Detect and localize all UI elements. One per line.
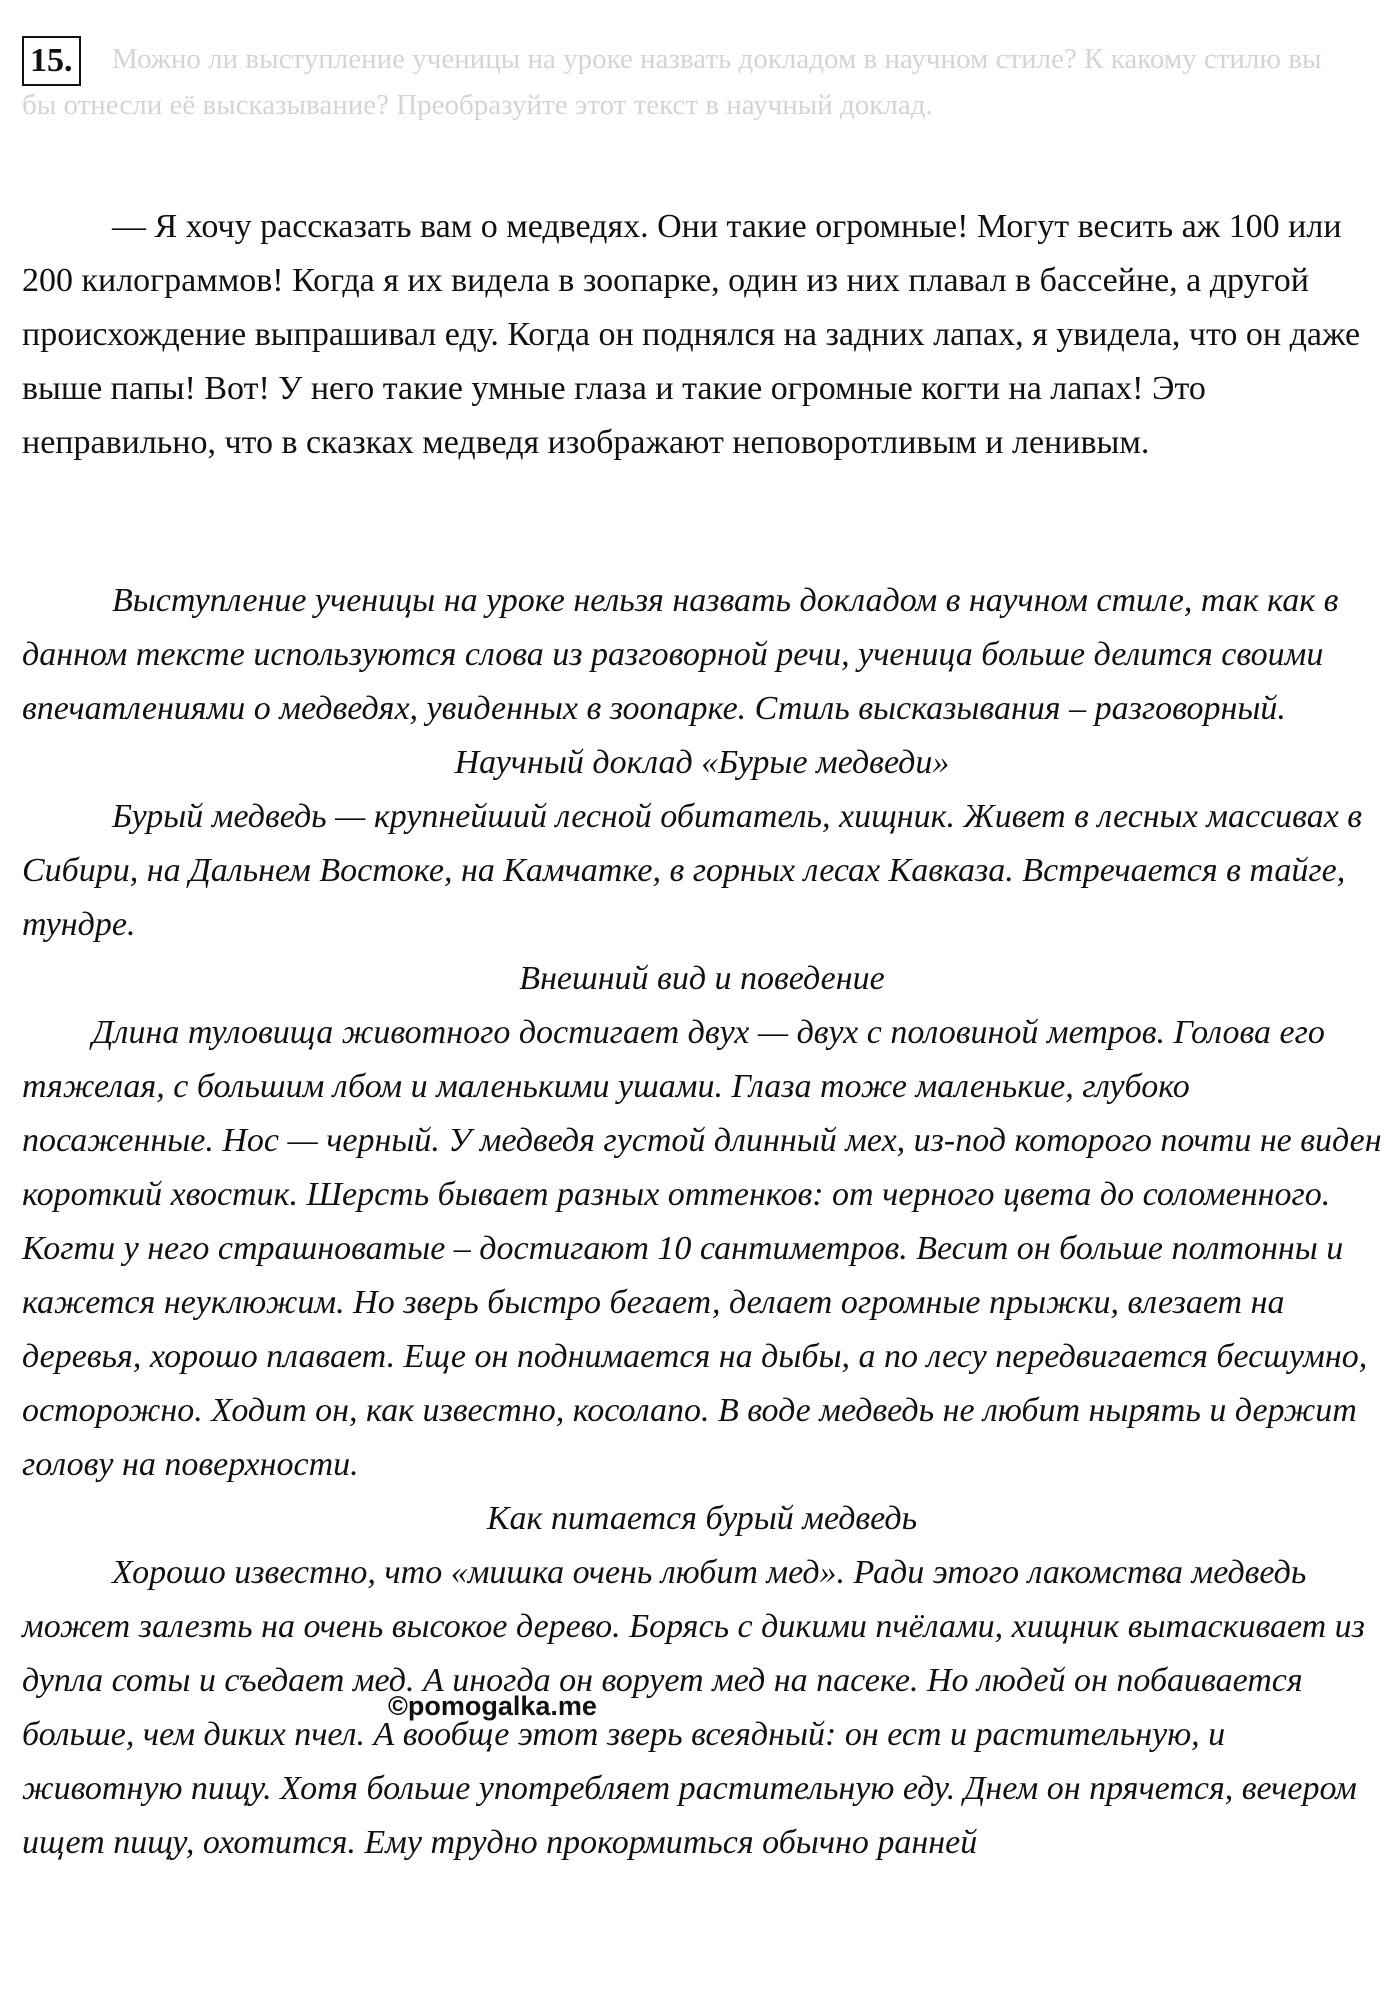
task-number-badge: 15. bbox=[22, 36, 81, 86]
speech-paragraph: — Я хочу рассказать вам о медведях. Они такие огромные! Могут весить аж 100 или 200 килограммов! Когда я их видела в зоопарке, один из них плавал в бассейне, а другой происхождение выпрашивал еду. Когда он поднялся на задних лапах, я увидела, что он даже выше папы! Вот! У него такие умные глаза и такие огромные когти на лапах! Это неправильно, что в сказках медведя изображают неповоротливым и ленивым. bbox=[22, 208, 1361, 461]
section-text-nutrition: Хорошо известно, что «мишка очень любит мед». Ради этого лакомства медведь может залезть на очень высокое дерево. Борясь с дикими пчёлами, хищник вытаскивает из дупла соты и съедает мед. А иногда он ворует мед на пасеке. Но людей он побаивается больше, чем диких пчел. А вообще этот зверь всеядный: он ест и растительную, и животную пищу. Хотя больше употребляет растительную еду. Днем он прячется, вечером ищет пищу, охотится. Ему трудно прокормиться обычно ранней bbox=[22, 1554, 1365, 1861]
section-text-appearance: Длина туловища животного достигает двух — двух с половиной метров. Голова его тяжелая, с большим лбом и маленькими ушами. Глаза тоже маленькие, глубоко посаженные. Нос — черный. У медведя густой длинный мех, из-под которого почти не виден короткий хвостик. Шерсть бывает разных оттенков: от черного цвета до соломенного. Когти у него страшноватые – достигают 10 сантиметров. Весит он больше полтонны и кажется неуклюжим. Но зверь быстро бегает, делает огромные прыжки, влезает на деревья, хорошо плавает. Еще он поднимается на дыбы, а по лесу передвигается бесшумно, осторожно. Ходит он, как известно, косолапо. В воде медведь не любит нырять и держит голову на поверхности. bbox=[22, 1014, 1382, 1483]
student-speech bbox=[22, 200, 1382, 470]
answer-analysis: Выступление ученицы на уроке нельзя назвать докладом в научном стиле, так как в данном тексте используются слова из разговорной речи, ученица больше делится своими впечатлениями о медведях, увиденных в зоопарке. Стиль высказывания – разговорный. bbox=[22, 582, 1339, 727]
section-heading-nutrition: Как питается бурый медведь bbox=[486, 1500, 918, 1537]
task-question: Можно ли выступление ученицы на уроке назвать докладом в научном стиле? К какому стилю вы бы отнесли её высказывание? Преобразуйте этот текст в научный доклад. bbox=[22, 43, 1322, 121]
answer-block bbox=[22, 574, 1382, 1870]
report-intro: Бурый медведь — крупнейший лесной обитатель, хищник. Живет в лесных массивах в Сибири, на Дальнем Востоке, на Камчатке, в горных лесах Кавказа. Встречается в тайге, тундре. bbox=[22, 798, 1363, 943]
report-title: Научный доклад «Бурые медведи» bbox=[454, 744, 950, 781]
section-heading-appearance: Внешний вид и поведение bbox=[519, 960, 885, 997]
site-watermark: ©pomogalka.me bbox=[388, 1691, 597, 1721]
